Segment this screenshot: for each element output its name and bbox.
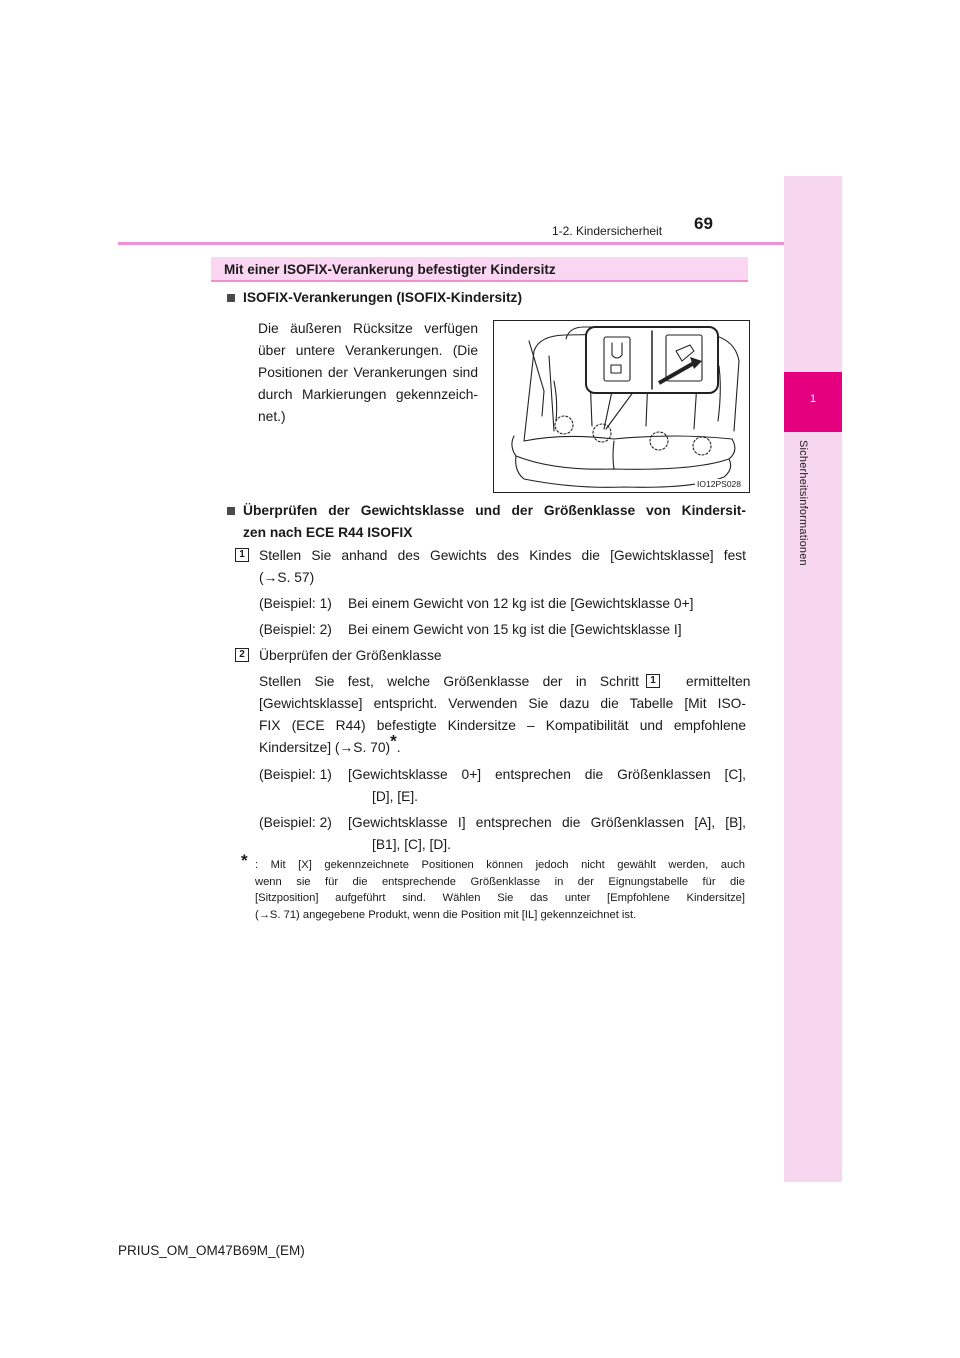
footnote-line: [Sitzposition] aufgeführt sind. Wählen Sie das unter [Empfohlene Kindersitze]: [255, 892, 745, 904]
chapter-title: 1-2. Kindersicherheit: [552, 224, 663, 238]
step2-text-line1: Stellen Sie fest, welche Größenklasse der in Schritt: [259, 674, 639, 689]
block2-heading-line2: zen nach ECE R44 ISOFIX: [243, 525, 413, 540]
step-number-box: 2: [235, 648, 249, 662]
figure-code: IO12PS028: [697, 479, 741, 489]
step2-title: Überprüfen der Größenklasse: [259, 648, 442, 663]
step-number-box: 1: [235, 548, 249, 562]
isofix-anchor-illustration: [493, 320, 750, 493]
step1-example-label: (Beispiel: 2): [259, 622, 332, 637]
block2-heading-line1: Überprüfen der Gewichtsklasse und der Größenklasse von Kindersit-: [243, 503, 746, 518]
step2-example-line1: [Gewichtsklasse I] entsprechen die Größenklassen [A], [B],: [348, 815, 746, 830]
step2-example-line1: [Gewichtsklasse 0+] entsprechen die Größenklassen [C],: [348, 767, 746, 782]
block1-text-line: durch Markierungen gekennzeich-: [258, 387, 478, 402]
footnote-line: : Mit [X] gekennzeichnete Positionen können jedoch nicht gewählt werden, auch: [255, 859, 745, 871]
section-title: Mit einer ISOFIX-Verankerung befestigter Kindersitz: [224, 262, 556, 277]
block1-text-line: über untere Verankerungen. (Die: [258, 343, 478, 358]
step2-example-line2: [D], [E].: [372, 789, 418, 804]
step-reference-box: 1: [646, 674, 660, 688]
chapter-tab-number: 1: [809, 393, 817, 405]
step1-example-label: (Beispiel: 1): [259, 596, 332, 611]
footnote-line: (→S. 71) angegebene Produkt, wenn die Position mit [IL] gekennzeichnet ist.: [255, 908, 637, 921]
block1-text-line: net.): [258, 409, 286, 424]
section-title-bar: [211, 257, 748, 282]
step1-text-line1: Stellen Sie anhand des Gewichts des Kindes die [Gewichtsklasse] fest: [259, 548, 746, 563]
footnote-star: *: [241, 851, 248, 870]
step2-example-label: (Beispiel: 1): [259, 767, 332, 782]
step2-text-line4-end: .: [396, 740, 401, 755]
step2-text-line2: [Gewichtsklasse] entspricht. Verwenden Sie dazu die Tabelle [Mit ISO-: [259, 696, 746, 711]
footnote-marker: *: [390, 731, 397, 751]
step1-example-text: Bei einem Gewicht von 12 kg ist die [Gewichtsklasse 0+]: [348, 596, 694, 611]
step2-text-line3: FIX (ECE R44) befestigte Kindersitze – Kompatibilität und empfohlene: [259, 718, 746, 733]
document-code: PRIUS_OM_OM47B69M_(EM): [118, 1243, 305, 1258]
bullet-square: [227, 507, 235, 515]
chapter-tab-label: Sicherheitsinformationen: [797, 440, 809, 566]
block1-text-line: Die äußeren Rücksitze verfügen: [258, 321, 478, 336]
step2-example-label: (Beispiel: 2): [259, 815, 332, 830]
step2-text-line4: [259, 731, 401, 758]
step2-text-line1-end: ermittelten: [686, 674, 751, 689]
footnote: [241, 851, 745, 923]
step2-example-line2: [B1], [C], [D].: [372, 837, 451, 852]
step2-text-line4-main: Kindersitze] (→S. 70): [259, 740, 391, 755]
footnote-line: wenn sie für die entsprechende Größenklasse in der Eignungstabelle für die: [255, 875, 745, 888]
rear-seat-isofix-drawing: [494, 321, 749, 492]
page-number: 69: [694, 214, 713, 233]
chapter-side-tab: [784, 176, 842, 1182]
header-rule: [118, 242, 784, 245]
bullet-square: [227, 294, 235, 302]
block1-text-line: Positionen der Verankerungen sind: [258, 365, 478, 380]
step1-text-line2: (→S. 57): [259, 570, 315, 585]
step1-example-text: Bei einem Gewicht von 15 kg ist die [Gewichtsklasse I]: [348, 622, 682, 637]
block1-heading: ISOFIX-Verankerungen (ISOFIX-Kindersitz): [243, 290, 523, 305]
